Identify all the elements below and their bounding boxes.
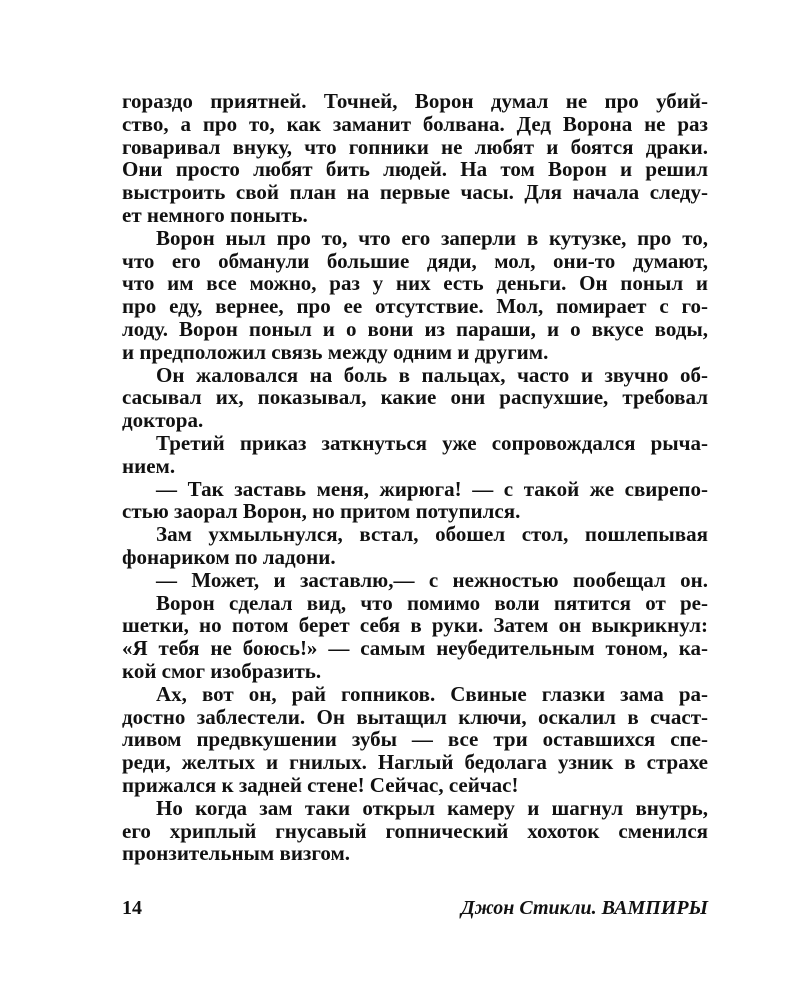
text-line: что им все можно, раз у них есть деньги. Он поныл и bbox=[122, 271, 708, 296]
text-line: лоду. Ворон поныл и о вони из параши, и о вкусе воды, bbox=[122, 316, 708, 341]
text-line: говаривал внуку, что гопники не любят и боятся драки. bbox=[122, 134, 708, 159]
page-number: 14 bbox=[122, 897, 142, 919]
running-head: Джон Стикли. ВАМПИРЫ bbox=[461, 897, 708, 919]
text-line: про еду, вернее, про ее отсутствие. Мол, помирает с го- bbox=[122, 294, 708, 319]
text-line: его хриплый гнусавый гопнический хохоток сменился bbox=[122, 818, 708, 843]
text-line: фонариком по ладони. bbox=[122, 544, 336, 569]
text-line: достно заблестели. Он вытащил ключи, оскалил в счаст- bbox=[122, 704, 708, 729]
text-line: шетки, но потом берет себя в руки. Затем он выкрикнул: bbox=[122, 613, 708, 638]
text-line: нием. bbox=[122, 453, 176, 478]
page-footer bbox=[122, 897, 708, 925]
text-line: Ах, вот он, рай гопников. Свиные глазки зама ра- bbox=[156, 681, 708, 706]
text-line: «Я тебя не боюсь!» — самым неубедительным тоном, ка- bbox=[122, 636, 708, 661]
text-line: Он жаловался на боль в пальцах, часто и звучно об- bbox=[156, 362, 708, 387]
text-line: Третий приказ заткнуться уже сопровождался рыча- bbox=[156, 430, 708, 455]
text-line: Ворон ныл про то, что его заперли в кутузке, про то, bbox=[156, 225, 708, 250]
text-line: Но когда зам таки открыл камеру и шагнул внутрь, bbox=[156, 795, 708, 820]
text-line: ет немного поныть. bbox=[122, 202, 308, 227]
text-line: доктора. bbox=[122, 408, 204, 433]
text-line: реди, желтых и гнилых. Наглый бедолага узник в страхе bbox=[122, 750, 708, 775]
text-line: кой смог изобразить. bbox=[122, 658, 322, 683]
text-line: гораздо приятней. Точней, Ворон думал не про убий- bbox=[122, 89, 708, 113]
text-line: ливом предвкушении зубы — все три оставшихся спе- bbox=[122, 727, 708, 752]
text-line: Зам ухмыльнулся, встал, обошел стол, пошлепывая bbox=[156, 522, 708, 547]
text-line: выстроить свой план на первые часы. Для начала следу- bbox=[122, 180, 708, 205]
body-text bbox=[122, 90, 708, 865]
text-line: прижался к задней стене! Сейчас, сейчас! bbox=[122, 772, 519, 797]
text-line: — Может, и заставлю,— с нежностью пообещал он. bbox=[156, 567, 708, 592]
text-line: ство, а про то, как заманит болвана. Дед Ворона не раз bbox=[122, 111, 708, 136]
text-line: сасывал их, показывал, какие они распухшие, требовал bbox=[122, 385, 708, 410]
text-line: — Так заставь меня, жирюга! — с такой же свирепо- bbox=[156, 476, 708, 501]
text-line: пронзительным визгом. bbox=[122, 841, 351, 866]
text-line: и предположил связь между одним и другим. bbox=[122, 339, 549, 364]
text-line: Ворон сделал вид, что помимо воли пятится от ре- bbox=[156, 590, 708, 615]
text-line: Они просто любят бить людей. На том Ворон и решил bbox=[122, 157, 708, 182]
text-line: стью заорал Ворон, но притом потупился. bbox=[122, 499, 521, 524]
text-line: что его обманули большие дяди, мол, они-то думают, bbox=[122, 248, 708, 273]
